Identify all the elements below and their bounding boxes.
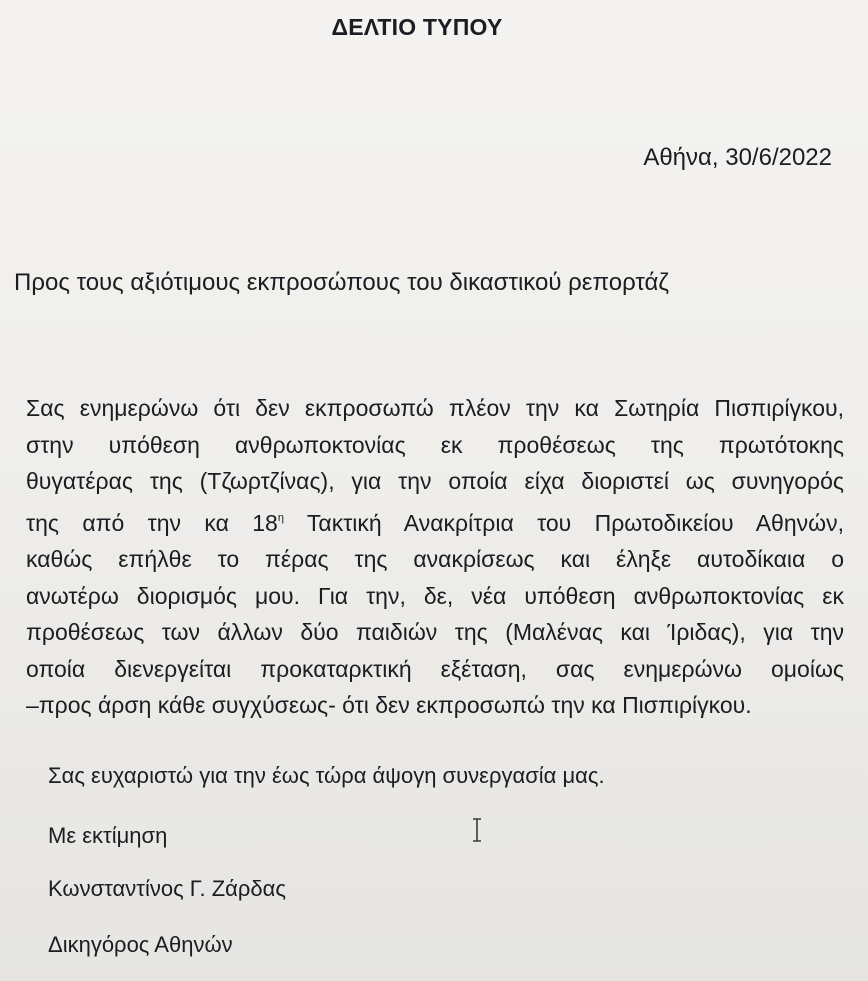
body-line-4-rest: Τακτική Ανακρίτρια του Πρωτοδικείου Αθηνών,: [306, 509, 844, 536]
body-line-4: [26, 500, 844, 542]
closing-line: Με εκτίμηση: [48, 823, 168, 848]
body-line-8: οποία διενεργείται προκαταρκτική εξέταση, σας ενημερώνω ομοίως: [26, 655, 844, 682]
body-line-5: καθώς επήλθε το πέρας της ανακρίσεως και έληξε αυτοδίκαια ο: [26, 546, 844, 572]
body-paragraph: [26, 390, 844, 724]
thanks-line: Σας ευχαριστώ για την έως τώρα άψογη συνεργασία μας.: [48, 763, 605, 788]
body-line-3: θυγατέρας της (Τζωρτζίνας), για την οποία είχα διοριστεί ως συνηγορός: [26, 468, 844, 494]
signer-name: Κωνσταντίνος Γ. Ζάρδας: [48, 876, 286, 901]
ordinal-superscript: η: [277, 511, 284, 524]
signer-title: Δικηγόρος Αθηνών: [48, 932, 233, 957]
body-line-2: στην υπόθεση ανθρωποκτονίας εκ προθέσεως της πρωτότοκης: [26, 431, 844, 458]
body-line-9: –προς άρση κάθε συγχύσεως- ότι δεν εκπροσωπώ την κα Πισπιρίγκου.: [26, 692, 752, 718]
i-beam-text-cursor-icon: [471, 818, 483, 842]
body-line-7: προθέσεως των άλλων δύο παιδιών της (Μαλένας και Ίριδας), για την: [26, 619, 844, 645]
body-line-6: ανωτέρω διορισμός μου. Για την, δε, νέα υπόθεση ανθρωποκτονίας εκ: [26, 582, 844, 609]
body-line-4-prefix: της από την κα 18: [26, 509, 278, 536]
document-title: ΔΕΛΤΙΟ ΤΥΠΟΥ: [331, 14, 503, 40]
document-date: Αθήνα, 30/6/2022: [643, 144, 832, 171]
body-line-1: Σας ενημερώνω ότι δεν εκπροσωπώ πλέον την κα Σωτηρία Πισπιρίγκου,: [26, 395, 844, 421]
salutation: Προς τους αξιότιμους εκπροσώπους του δικαστικού ρεπορτάζ: [14, 269, 669, 296]
